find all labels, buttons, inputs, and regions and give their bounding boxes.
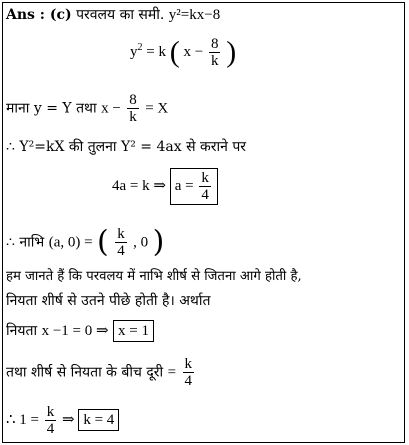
frac-den: 4 — [201, 187, 209, 203]
explanation-line-1 — [6, 268, 302, 286]
frac-den: 4 — [46, 421, 55, 437]
left-paren: ( — [97, 224, 109, 260]
frac-num: 8 — [210, 36, 219, 52]
fraction-k-4-focus — [115, 226, 127, 259]
explanation-line-2 — [6, 292, 210, 310]
explanation-text-2: नियता शीर्ष से उतने पीछे होती है। अर्थात — [6, 293, 211, 309]
frac-den: k — [210, 53, 219, 69]
therefore-symbol: ∴ — [6, 411, 16, 428]
a-eq-text: 4a = k ⇒ — [112, 177, 166, 194]
fraction-8-k-2 — [127, 92, 139, 125]
eq-k: = k — [146, 43, 166, 60]
comparison-text: Y²=kX की तुलना Y² = 4ax से कराने पर — [19, 139, 247, 155]
parabola-text: परवलय का समी. — [76, 7, 165, 23]
frac-num: k — [201, 170, 209, 186]
fraction-k-4-final — [45, 404, 57, 437]
implies-symbol: ⇒ — [62, 411, 75, 428]
focus-lhs: (a, 0) = — [48, 234, 93, 251]
right-paren: ) — [226, 35, 237, 69]
right-paren: ) — [152, 224, 165, 260]
focus-post: , 0 — [133, 234, 149, 251]
therefore-symbol: ∴ — [6, 234, 15, 251]
fraction-k-4 — [199, 170, 211, 203]
eq-inner: x − — [183, 43, 204, 60]
directrix-eq: x −1 = 0 ⇒ — [41, 323, 109, 339]
boxed-x-result: x = 1 — [113, 320, 154, 342]
parabola-equation: y²=kx−8 — [168, 7, 221, 23]
equation-y2 — [130, 36, 236, 69]
final-eq: 1 = — [19, 411, 40, 428]
distance-line — [6, 356, 196, 389]
frac-den: 4 — [184, 373, 192, 389]
frac-num: k — [46, 404, 55, 420]
fraction-k-4-distance — [183, 356, 195, 389]
frac-den: 4 — [117, 243, 125, 259]
frac-num: k — [184, 356, 192, 372]
eq-sup: 2 — [137, 41, 143, 53]
answer-label: Ans : (c) — [6, 7, 72, 23]
boxed-a-pre: a = — [174, 177, 194, 194]
distance-eq: = — [167, 364, 177, 381]
therefore-symbol: ∴ — [6, 139, 15, 155]
fraction-8-k — [209, 36, 221, 69]
subst-pre: x − — [101, 100, 121, 117]
frac-num: 8 — [129, 92, 137, 108]
focus-line — [6, 226, 164, 259]
focus-text: नाभि — [19, 234, 45, 251]
eq-y: y — [130, 43, 138, 60]
answer-header — [6, 6, 220, 24]
final-line — [6, 404, 119, 437]
directrix-text: नियता — [6, 323, 38, 339]
frac-den: k — [129, 109, 137, 125]
directrix-line — [6, 320, 154, 342]
subst-text: माना y = Y तथा — [6, 100, 97, 117]
comparison-line — [6, 138, 246, 156]
a-equation — [112, 168, 218, 205]
distance-text: तथा शीर्ष से नियता के बीच दूरी — [6, 364, 164, 381]
frac-num: k — [117, 226, 125, 242]
left-paren: ( — [169, 35, 180, 69]
subst-post: = X — [145, 100, 169, 117]
substitution-line — [6, 92, 168, 125]
boxed-a-result — [170, 168, 218, 205]
boxed-k-result: k = 4 — [78, 409, 119, 431]
explanation-text-1: हम जानते हैं कि परवलय में नाभि शीर्ष से जितना आगे होती है, — [6, 269, 302, 284]
